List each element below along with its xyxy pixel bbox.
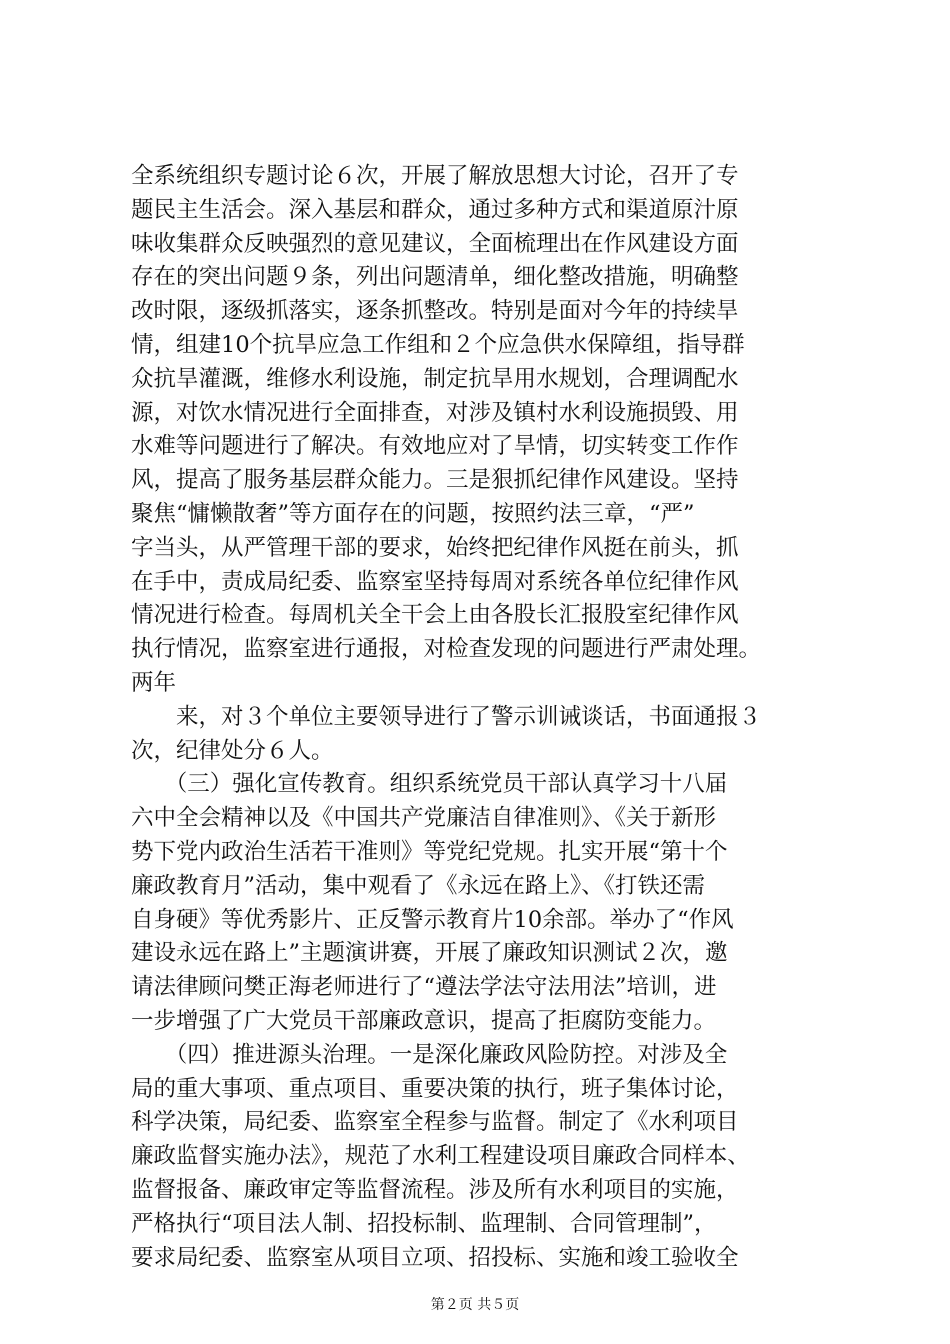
text-line: 请法律顾问樊正海老师进行了“遵法学法守法用法”培训，进	[131, 974, 717, 1001]
text-line: 味收集群众反映强烈的意见建议，全面梳理出在作风建设方面	[131, 230, 739, 257]
text-line: 情况进行检查。每周机关全干会上由各股长汇报股室纪律作风	[131, 602, 739, 629]
text-line: 改时限，逐级抓落实，逐条抓整改。特别是面对今年的持续旱	[131, 298, 739, 325]
text-line: （三）强化宣传教育。组织系统党员干部认真学习十八届	[131, 771, 728, 798]
text-line: 次，纪律处分６人。	[131, 737, 334, 764]
text-line: 严格执行“项目法人制、招投标制、监理制、合同管理制”，	[131, 1210, 717, 1237]
text-line: 题民主生活会。深入基层和群众，通过多种方式和渠道原汁原	[131, 196, 739, 223]
text-line: 源，对饮水情况进行全面排查，对涉及镇村水利设施损毁、用	[131, 399, 739, 426]
text-line: 风，提高了服务基层群众能力。三是狠抓纪律作风建设。坚持	[131, 467, 739, 494]
text-line: 要求局纪委、监察室从项目立项、招投标、实施和竣工验收全	[131, 1244, 739, 1271]
text-line: 来，对３个单位主要领导进行了警示训诫谈话，书面通报３	[131, 703, 762, 730]
page-footer: 第２页 共５页	[430, 1297, 520, 1313]
text-line: 建设永远在路上”主题演讲赛，开展了廉政知识测试２次，邀	[131, 940, 728, 967]
text-line: 在手中，责成局纪委、监察室坚持每周对系统各单位纪律作风	[131, 568, 739, 595]
document-body	[131, 160, 831, 1275]
text-line: 情，组建10个抗旱应急工作组和２个应急供水保障组，指导群	[131, 331, 745, 358]
text-line: 六中全会精神以及《中国共产党廉洁自律准则》、《关于新形	[131, 805, 717, 832]
text-line: 全系统组织专题讨论６次，开展了解放思想大讨论，召开了专	[131, 163, 739, 189]
text-line: 字当头，从严管理干部的要求，始终把纪律作风挺在前头，抓	[131, 534, 739, 561]
text-line: 廉政监督实施办法》，规范了水利工程建设项目廉政合同样本、	[131, 1143, 750, 1170]
text-line: 局的重大事项、重点项目、重要决策的执行，班子集体讨论，	[131, 1075, 739, 1102]
text-line: （四）推进源头治理。一是深化廉政风险防控。对涉及全	[131, 1041, 728, 1068]
text-line: 众抗旱灌溉，维修水利设施，制定抗旱用水规划，合理调配水	[131, 365, 739, 392]
text-line: 自身硬》等优秀影片、正反警示教育片10余部。举办了“作风	[131, 906, 734, 933]
text-line: 势下党内政治生活若干准则》等党纪党规。扎实开展“第十个	[131, 838, 728, 865]
text-line: 聚焦“慵懒散奢”等方面存在的问题，按照约法三章，“严”	[131, 500, 695, 527]
text-line: 存在的突出问题９条，列出问题清单，细化整改措施，明确整	[131, 264, 739, 291]
text-line: 一步增强了广大党员干部廉政意识，提高了拒腐防变能力。	[131, 1007, 717, 1034]
text-line: 监督报备、廉政审定等监督流程。涉及所有水利项目的实施，	[131, 1176, 739, 1203]
text-line: 执行情况，监察室进行通报，对检查发现的问题进行严肃处理。	[131, 636, 762, 663]
text-line: 廉政教育月”活动，集中观看了《永远在路上》、《打铁还需	[131, 872, 706, 899]
text-line: 两年	[131, 669, 177, 696]
text-line: 科学决策，局纪委、监察室全程参与监督。制定了《水利项目	[131, 1109, 739, 1136]
text-line: 水难等问题进行了解决。有效地应对了旱情，切实转变工作作	[131, 433, 739, 460]
